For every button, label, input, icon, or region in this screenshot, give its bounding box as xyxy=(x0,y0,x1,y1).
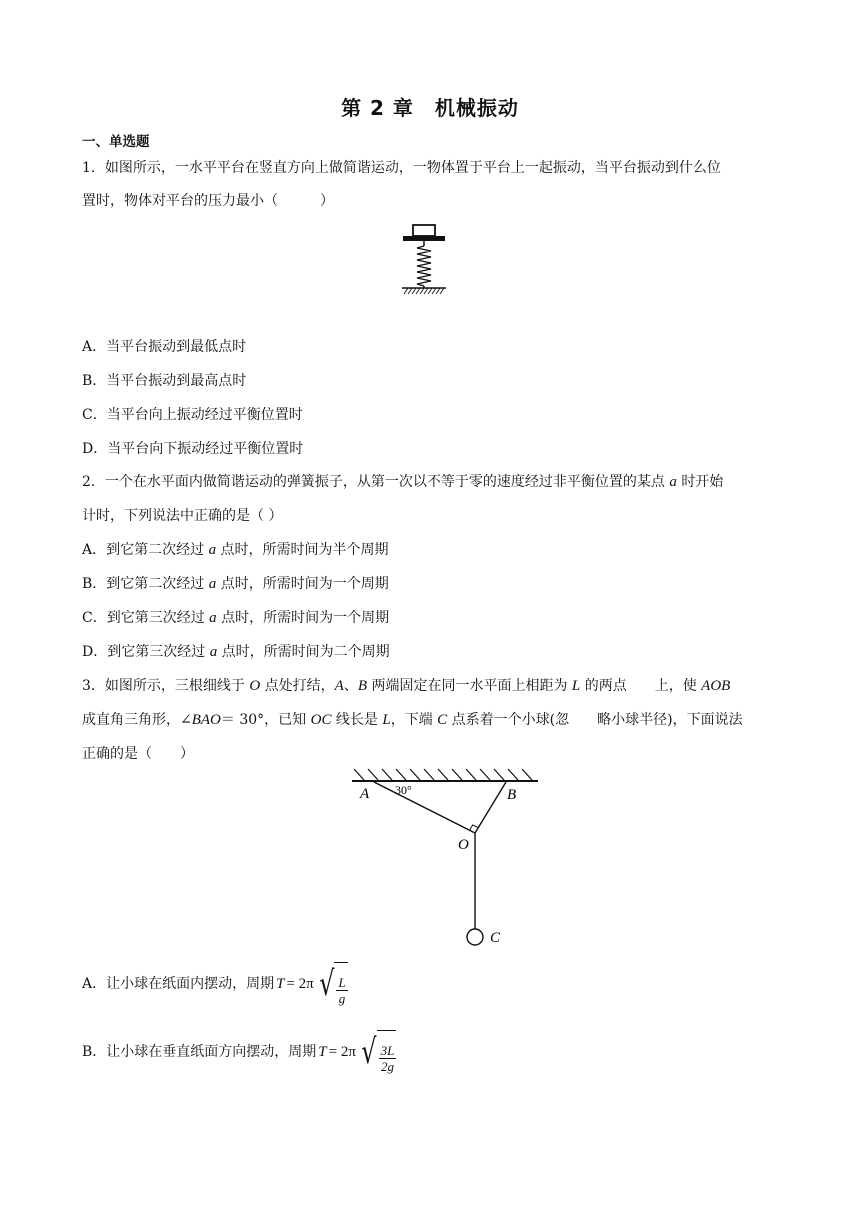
q2-option-a[interactable]: A．到它第二次经过 a 点时，所需时间为半个周期 xyxy=(82,542,389,558)
q2-stem-line1: 2．一个在水平面内做简谐运动的弹簧振子，从第一次以不等于零的速度经过非平衡位置的某点 a 时开始 xyxy=(82,474,724,490)
sqrt-expression: √ $\frac{3L}{2g}$ xyxy=(361,1032,395,1074)
label-angle: 30° xyxy=(395,783,412,797)
platform xyxy=(403,236,445,241)
q3-option-b[interactable]: B．让小球在垂直纸面方向摆动，周期 T = 2π √ $\frac{3L}{2g}$ xyxy=(82,1032,395,1074)
q3-stem-line1: 3．如图所示，三根细线于 O 点处打结，A、B 两端固定在同一水平面上相距为 L 的两点 上，使 AOB xyxy=(82,678,731,694)
q3-pendulum-figure xyxy=(340,768,560,954)
q2-option-c[interactable]: C．到它第三次经过 a 点时，所需时间为一个周期 xyxy=(82,610,390,626)
section-heading: 一、单选题 xyxy=(82,134,150,150)
label-a: A xyxy=(360,786,370,802)
q1-spring-platform-figure xyxy=(398,222,450,296)
q3-option-a[interactable]: A．让小球在纸面内摆动，周期 T = 2π √ $\frac{L}{g}$ xyxy=(82,964,346,1006)
q2-option-d[interactable]: D．到它第三次经过 a 点时，所需时间为二个周期 xyxy=(82,644,390,660)
q3-stem-line2: 成直角三角形，∠BAO＝ 30°，已知 OC 线长是 L，下端 C 点系着一个小球(忽 略小球半径)，下面说法 xyxy=(82,712,743,728)
label-b: B xyxy=(507,787,517,803)
spring xyxy=(417,246,431,286)
q2-option-b[interactable]: B．到它第二次经过 a 点时，所需时间为一个周期 xyxy=(82,576,389,592)
q3-stem-line3: 正确的是（ ） xyxy=(82,746,194,762)
label-o: O xyxy=(458,837,469,853)
q1-option-b[interactable]: B．当平台振动到最高点时 xyxy=(82,373,247,389)
sqrt-expression: √ $\frac{L}{g}$ xyxy=(319,964,346,1006)
ceiling-hatch xyxy=(354,769,532,780)
page-title: 第 2 章 机械振动 xyxy=(341,96,519,120)
q1-stem-line2: 置时，物体对平台的压力最小（ ） xyxy=(82,193,334,209)
q1-stem-line1: 1．如图所示，一水平平台在竖直方向上做简谐运动，一物体置于平台上一起振动，当平台振动到什么位 xyxy=(82,160,721,176)
label-c: C xyxy=(490,930,501,946)
ball xyxy=(467,929,483,945)
string-bo xyxy=(475,782,506,833)
q1-option-c[interactable]: C．当平台向上振动经过平衡位置时 xyxy=(82,407,303,423)
block xyxy=(413,225,435,236)
q1-option-d[interactable]: D．当平台向下振动经过平衡位置时 xyxy=(82,441,304,457)
q1-option-a[interactable]: A．当平台振动到最低点时 xyxy=(82,339,247,355)
q2-stem-line2: 计时，下列说法中正确的是（ ） xyxy=(82,508,283,524)
string-ao xyxy=(374,782,475,833)
